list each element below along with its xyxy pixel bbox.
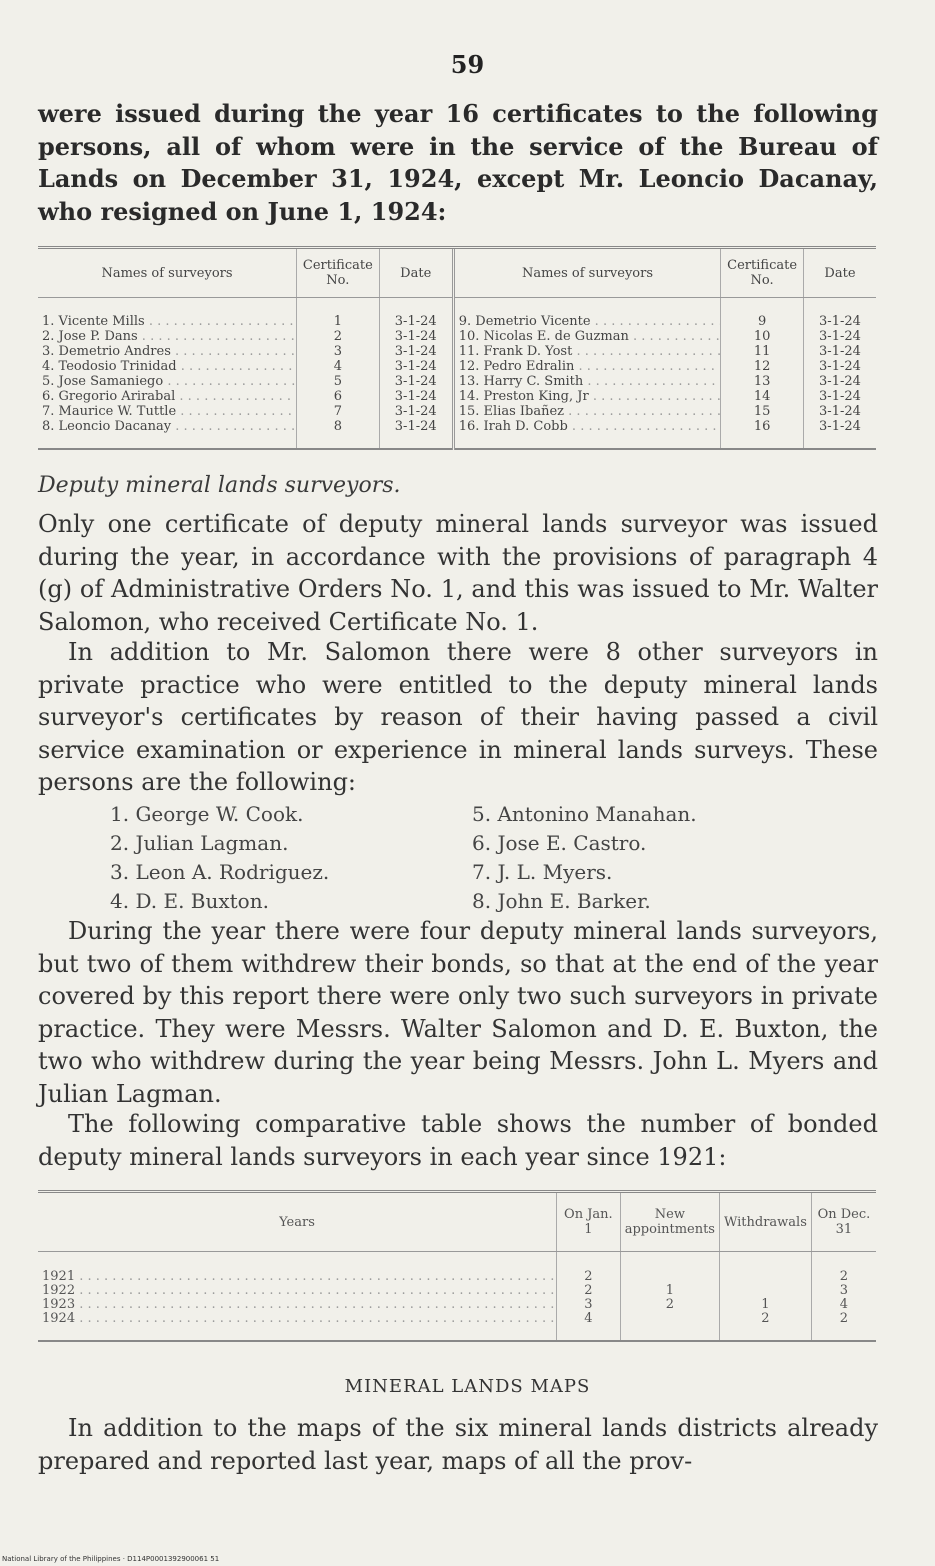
on-dec-cell: 2: [811, 1312, 876, 1341]
intro-paragraph: were issued during the year 16 certificates to the following persons, all of whom were in the service of the Bureau of Lands on December 31, 1924, except Mr. Leoncio Dacanay, who resigned on June 1, 1924:: [38, 99, 878, 226]
list-item: 4. D. E. Buxton.: [110, 889, 269, 913]
certificate-number: 15: [721, 404, 804, 419]
on-jan-cell: 2: [557, 1252, 621, 1285]
certificate-number: 11: [721, 344, 804, 359]
certificate-number: 7: [297, 404, 380, 419]
header-years: Years: [38, 1192, 557, 1252]
page-number: 59: [450, 50, 485, 79]
paragraph-during: During the year there were four deputy mineral lands surveyors, but two of them withdrew their bonds, so that at the end of the year covered by this report there were only two such surveyors in private practice. They were Messrs. Walter Salomon and D. E. Buxton, the two who withdrew during the year being Messrs. John L. Myers and Julian Lagman.: [38, 917, 878, 1108]
surveyor-list-right: [472, 800, 697, 916]
table-row: [38, 329, 876, 344]
table-row: [38, 344, 876, 359]
certificate-date: 3-1-24: [379, 389, 453, 404]
on-jan-cell: 3: [557, 1298, 621, 1312]
certificate-date: 3-1-24: [803, 359, 876, 374]
header-date-left: Date: [379, 248, 453, 298]
year-cell: 1924 . . .: [38, 1312, 557, 1341]
table-row: [38, 419, 876, 449]
certificate-date: 3-1-24: [803, 389, 876, 404]
certificates-table: [38, 246, 876, 450]
header-cert-right: Certificate No.: [721, 248, 804, 298]
on-jan-cell: 4: [557, 1312, 621, 1341]
deputy-heading: Deputy mineral lands surveyors.: [38, 473, 401, 498]
header-cert-left: Certificate No.: [297, 248, 380, 298]
certificate-date: 3-1-24: [379, 374, 453, 389]
year-cell: 1922 . . .: [38, 1284, 557, 1298]
certificate-number: 9: [721, 298, 804, 330]
certificate-number: 13: [721, 374, 804, 389]
new-appointments-cell: 1: [620, 1284, 719, 1298]
section-title: MINERAL LANDS MAPS: [344, 1376, 591, 1397]
certificate-date: 3-1-24: [803, 419, 876, 449]
certificate-number: 3: [297, 344, 380, 359]
table-row: [38, 1312, 876, 1341]
surveyor-name: 9. Demetrio Vicente . . .: [453, 298, 721, 330]
certificate-date: 3-1-24: [379, 298, 453, 330]
on-dec-cell: 3: [811, 1284, 876, 1298]
table-row: [38, 1252, 876, 1285]
new-appointments-cell: [620, 1312, 719, 1341]
new-appointments-cell: 2: [620, 1298, 719, 1312]
certificate-number: 5: [297, 374, 380, 389]
certificate-date: 3-1-24: [803, 404, 876, 419]
surveyor-name: 7. Maurice W. Tuttle . . .: [38, 404, 297, 419]
table-row: [38, 359, 876, 374]
certificate-number: 8: [297, 419, 380, 449]
table-row: [38, 374, 876, 389]
on-dec-cell: 2: [811, 1252, 876, 1285]
table-row: [38, 298, 876, 330]
withdrawals-cell: 2: [719, 1312, 811, 1341]
header-new-appointments: New appointments: [620, 1192, 719, 1252]
certificate-number: 16: [721, 419, 804, 449]
surveyor-name: 4. Teodosio Trinidad . . .: [38, 359, 297, 374]
certificate-number: 6: [297, 389, 380, 404]
surveyor-name: 3. Demetrio Andres . . .: [38, 344, 297, 359]
certificate-date: 3-1-24: [803, 344, 876, 359]
surveyor-name: 2. Jose P. Dans . . .: [38, 329, 297, 344]
surveyor-name: 12. Pedro Edralin . . .: [453, 359, 721, 374]
years-table: [38, 1190, 876, 1342]
header-on-dec: On Dec. 31: [811, 1192, 876, 1252]
certificate-number: 12: [721, 359, 804, 374]
paragraph-in-addition: In addition to Mr. Salomon there were 8 other surveyors in private practice who were entitled to the deputy mineral lands surveyor's certificates by reason of their having passed a civil service examination or experience in mineral lands surveys. These persons are the following:: [38, 638, 878, 796]
table-row: [38, 1298, 876, 1312]
surveyor-name: 15. Elias Ibañez . . .: [453, 404, 721, 419]
header-names-left: Names of surveyors: [38, 248, 297, 298]
certificate-date: 3-1-24: [379, 344, 453, 359]
paragraph-only-one: Only one certificate of deputy mineral lands surveyor was issued during the year, in accordance with the provisions of paragraph 4 (g) of Administrative Orders No. 1, and this was issued to Mr. Walter Salomon, who received Certificate No. 1.: [38, 510, 878, 636]
year-cell: 1923 . . .: [38, 1298, 557, 1312]
certificate-number: 2: [297, 329, 380, 344]
header-date-right: Date: [803, 248, 876, 298]
paragraph-following: The following comparative table shows the number of bonded deputy mineral lands surveyors in each year since 1921:: [38, 1110, 878, 1171]
certificate-date: 3-1-24: [803, 374, 876, 389]
on-dec-cell: 4: [811, 1298, 876, 1312]
list-item: 3. Leon A. Rodriguez.: [110, 860, 330, 884]
surveyor-name: 10. Nicolas E. de Guzman . . .: [453, 329, 721, 344]
footer-watermark: National Library of the Philippines · D114P0001392900061 51: [2, 1555, 220, 1563]
surveyor-name: 11. Frank D. Yost . . .: [453, 344, 721, 359]
certificate-number: 4: [297, 359, 380, 374]
certificate-date: 3-1-24: [379, 329, 453, 344]
withdrawals-cell: 1: [719, 1298, 811, 1312]
certificate-date: 3-1-24: [379, 404, 453, 419]
withdrawals-cell: [719, 1284, 811, 1298]
surveyor-name: 14. Preston King, Jr . . .: [453, 389, 721, 404]
surveyor-name: 8. Leoncio Dacanay . . .: [38, 419, 297, 449]
list-item: 8. John E. Barker.: [472, 889, 651, 913]
surveyor-name: 6. Gregorio Arirabal . . .: [38, 389, 297, 404]
surveyor-list-left: [110, 800, 329, 916]
certificate-date: 3-1-24: [803, 298, 876, 330]
list-item: 1. George W. Cook.: [110, 802, 304, 826]
paragraph-maps: In addition to the maps of the six mineral lands districts already prepared and reported last year, maps of all the prov-: [38, 1414, 878, 1475]
header-names-right: Names of surveyors: [453, 248, 721, 298]
table-row: [38, 1284, 876, 1298]
withdrawals-cell: [719, 1252, 811, 1285]
certificate-date: 3-1-24: [379, 419, 453, 449]
certificate-number: 14: [721, 389, 804, 404]
header-withdrawals: Withdrawals: [719, 1192, 811, 1252]
table-row: [38, 404, 876, 419]
surveyor-name: 16. Irah D. Cobb . . .: [453, 419, 721, 449]
certificate-date: 3-1-24: [803, 329, 876, 344]
list-item: 6. Jose E. Castro.: [472, 831, 647, 855]
header-on-jan: On Jan. 1: [557, 1192, 621, 1252]
new-appointments-cell: [620, 1252, 719, 1285]
surveyor-name: 1. Vicente Mills . . .: [38, 298, 297, 330]
list-item: 7. J. L. Myers.: [472, 860, 613, 884]
year-cell: 1921 . . .: [38, 1252, 557, 1285]
list-item: 2. Julian Lagman.: [110, 831, 289, 855]
on-jan-cell: 2: [557, 1284, 621, 1298]
surveyor-name: 5. Jose Samaniego . . .: [38, 374, 297, 389]
table-row: [38, 389, 876, 404]
list-item: 5. Antonino Manahan.: [472, 802, 697, 826]
certificate-number: 10: [721, 329, 804, 344]
certificate-date: 3-1-24: [379, 359, 453, 374]
surveyor-name: 13. Harry C. Smith . . .: [453, 374, 721, 389]
certificate-number: 1: [297, 298, 380, 330]
